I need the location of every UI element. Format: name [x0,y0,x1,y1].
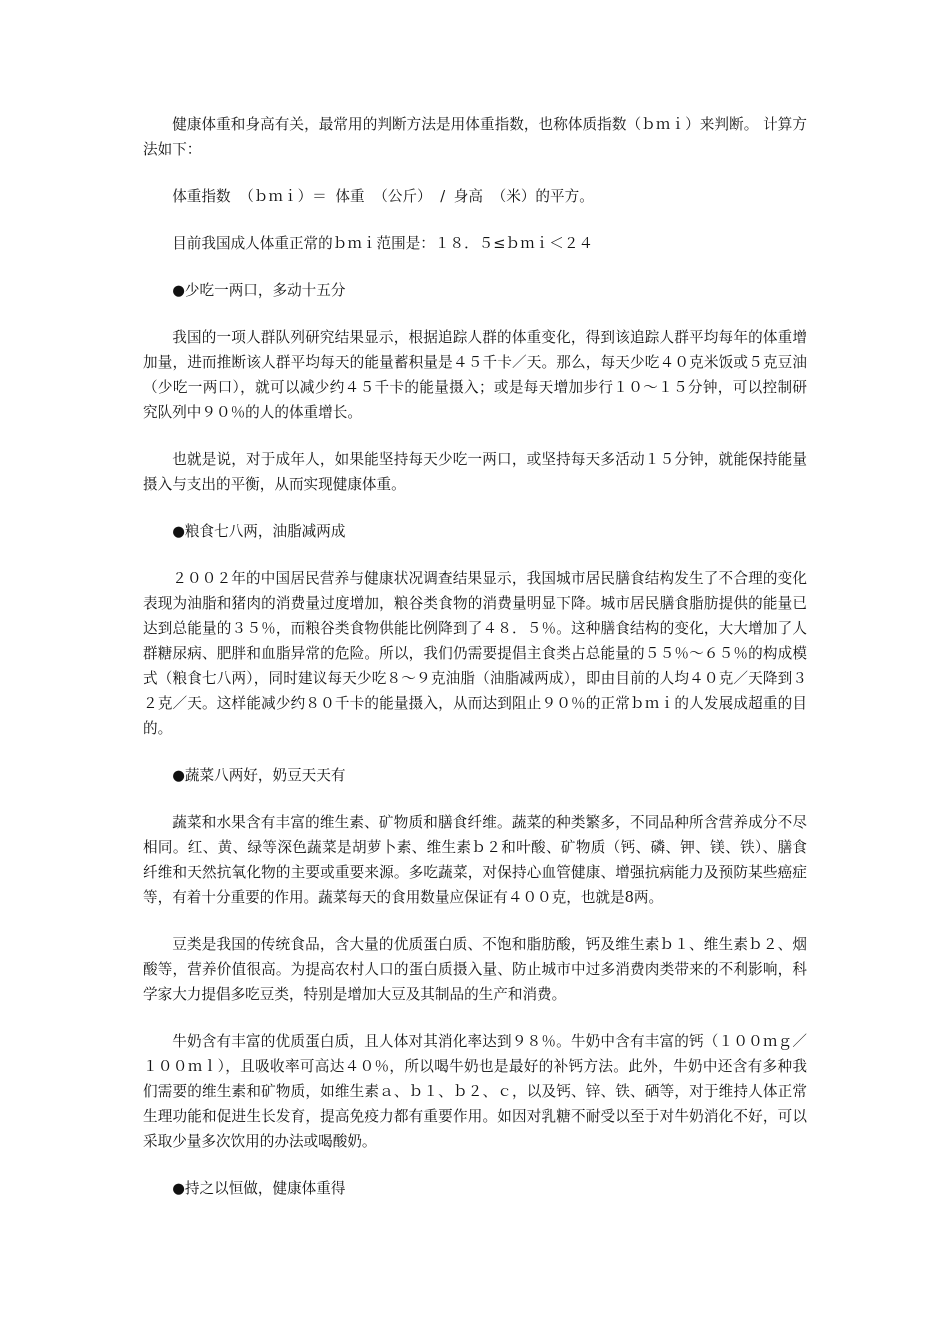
section-heading-eat-less: ●少吃一两口，多动十五分 [172,282,346,299]
section-heading-grain-oil: ●粮食七八两，油脂减两成 [172,523,346,540]
paragraph-bmi-formula: 体重指数 （ｂｍｉ）＝ 体重 （公斤） / 身高 （米）的平方。 [172,188,594,205]
paragraph-diet-survey: ２００２年的中国居民营养与健康状况调查结果显示，我国城市居民膳食结构发生了不合理的变化表现为油脂和猪肉的消费量过度增加，粮谷类食物的消费量明显下降。城市居民膳食脂肪提供的能量已达到总能量的３５％，而粮谷类食物供能比例降到了４８．５％。这种膳食结构的变化，大大增加了人群糖尿病、肥胖和血脂异常的危险。所以，我们仍需要提倡主食类占总能量的５５％～６５％的构成模式（粮食七八两），同时建议每天少吃８～９克油脂（油脂减两成），即由目前的人均４０克／天降到３２克／天。这样能减少约８０千卡的能量摄入，从而达到阻止９０％的正常ｂｍｉ的人发展成超重的目的。 [143,570,807,737]
paragraph-milk: 牛奶含有丰富的优质蛋白质，且人体对其消化率达到９８％。牛奶中含有丰富的钙（１００ｍｇ／１００ｍｌ），且吸收率可高达４０％，所以喝牛奶也是最好的补钙方法。此外，牛奶中还含有多种我们需要的维生素和矿物质，如维生素ａ、ｂ１、ｂ２、ｃ，以及钙、锌、铁、硒等，对于维持人体正常生理功能和促进生长发育，提高免疫力都有重要作用。如因对乳糖不耐受以至于对牛奶消化不好，可以采取少量多次饮用的办法或喝酸奶。 [143,1033,807,1150]
paragraph-energy-balance: 也就是说，对于成年人，如果能坚持每天少吃一两口，或坚持每天多活动１５分钟，就能保持能量摄入与支出的平衡，从而实现健康体重。 [143,451,807,493]
document-page [143,112,807,1223]
paragraph-beans: 豆类是我国的传统食品，含大量的优质蛋白质、不饱和脂肪酸，钙及维生素ｂ１、维生素ｂ２、烟酸等，营养价值很高。为提高农村人口的蛋白质摄入量、防止城市中过多消费肉类带来的不利影响，科学家大力提倡多吃豆类，特别是增加大豆及其制品的生产和消费。 [143,936,807,1003]
paragraph-vegetables: 蔬菜和水果含有丰富的维生素、矿物质和膳食纤维。蔬菜的种类繁多，不同品种所含营养成分不尽相同。红、黄、绿等深色蔬菜是胡萝卜素、维生素ｂ２和叶酸、矿物质（钙、磷、钾、镁、铁）、膳食纤维和天然抗氧化物的主要或重要来源。多吃蔬菜，对保持心血管健康、增强抗病能力及预防某些癌症等，有着十分重要的作用。蔬菜每天的食用数量应保证有４００克，也就是8两。 [143,814,807,906]
paragraph-bmi-intro: 健康体重和身高有关，最常用的判断方法是用体重指数，也称体质指数（ｂｍｉ）来判断。 计算方法如下： [143,116,807,158]
paragraph-cohort-study: 我国的一项人群队列研究结果显示，根据追踪人群的体重变化，得到该追踪人群平均每年的体重增加量，进而推断该人群平均每天的能量蓄积量是４５千卡／天。那么，每天少吃４０克米饭或５克豆油（少吃一两口），就可以减少约４５千卡的能量摄入；或是每天增加步行１０～１５分钟，可以控制研究队列中９０％的人的体重增长。 [143,329,807,421]
section-heading-vegetables: ●蔬菜八两好，奶豆天天有 [172,767,346,784]
section-heading-persist: ●持之以恒做，健康体重得 [172,1180,346,1197]
paragraph-bmi-range: 目前我国成人体重正常的ｂｍｉ范围是：１８．５≤ｂｍｉ＜２４ [172,235,594,252]
